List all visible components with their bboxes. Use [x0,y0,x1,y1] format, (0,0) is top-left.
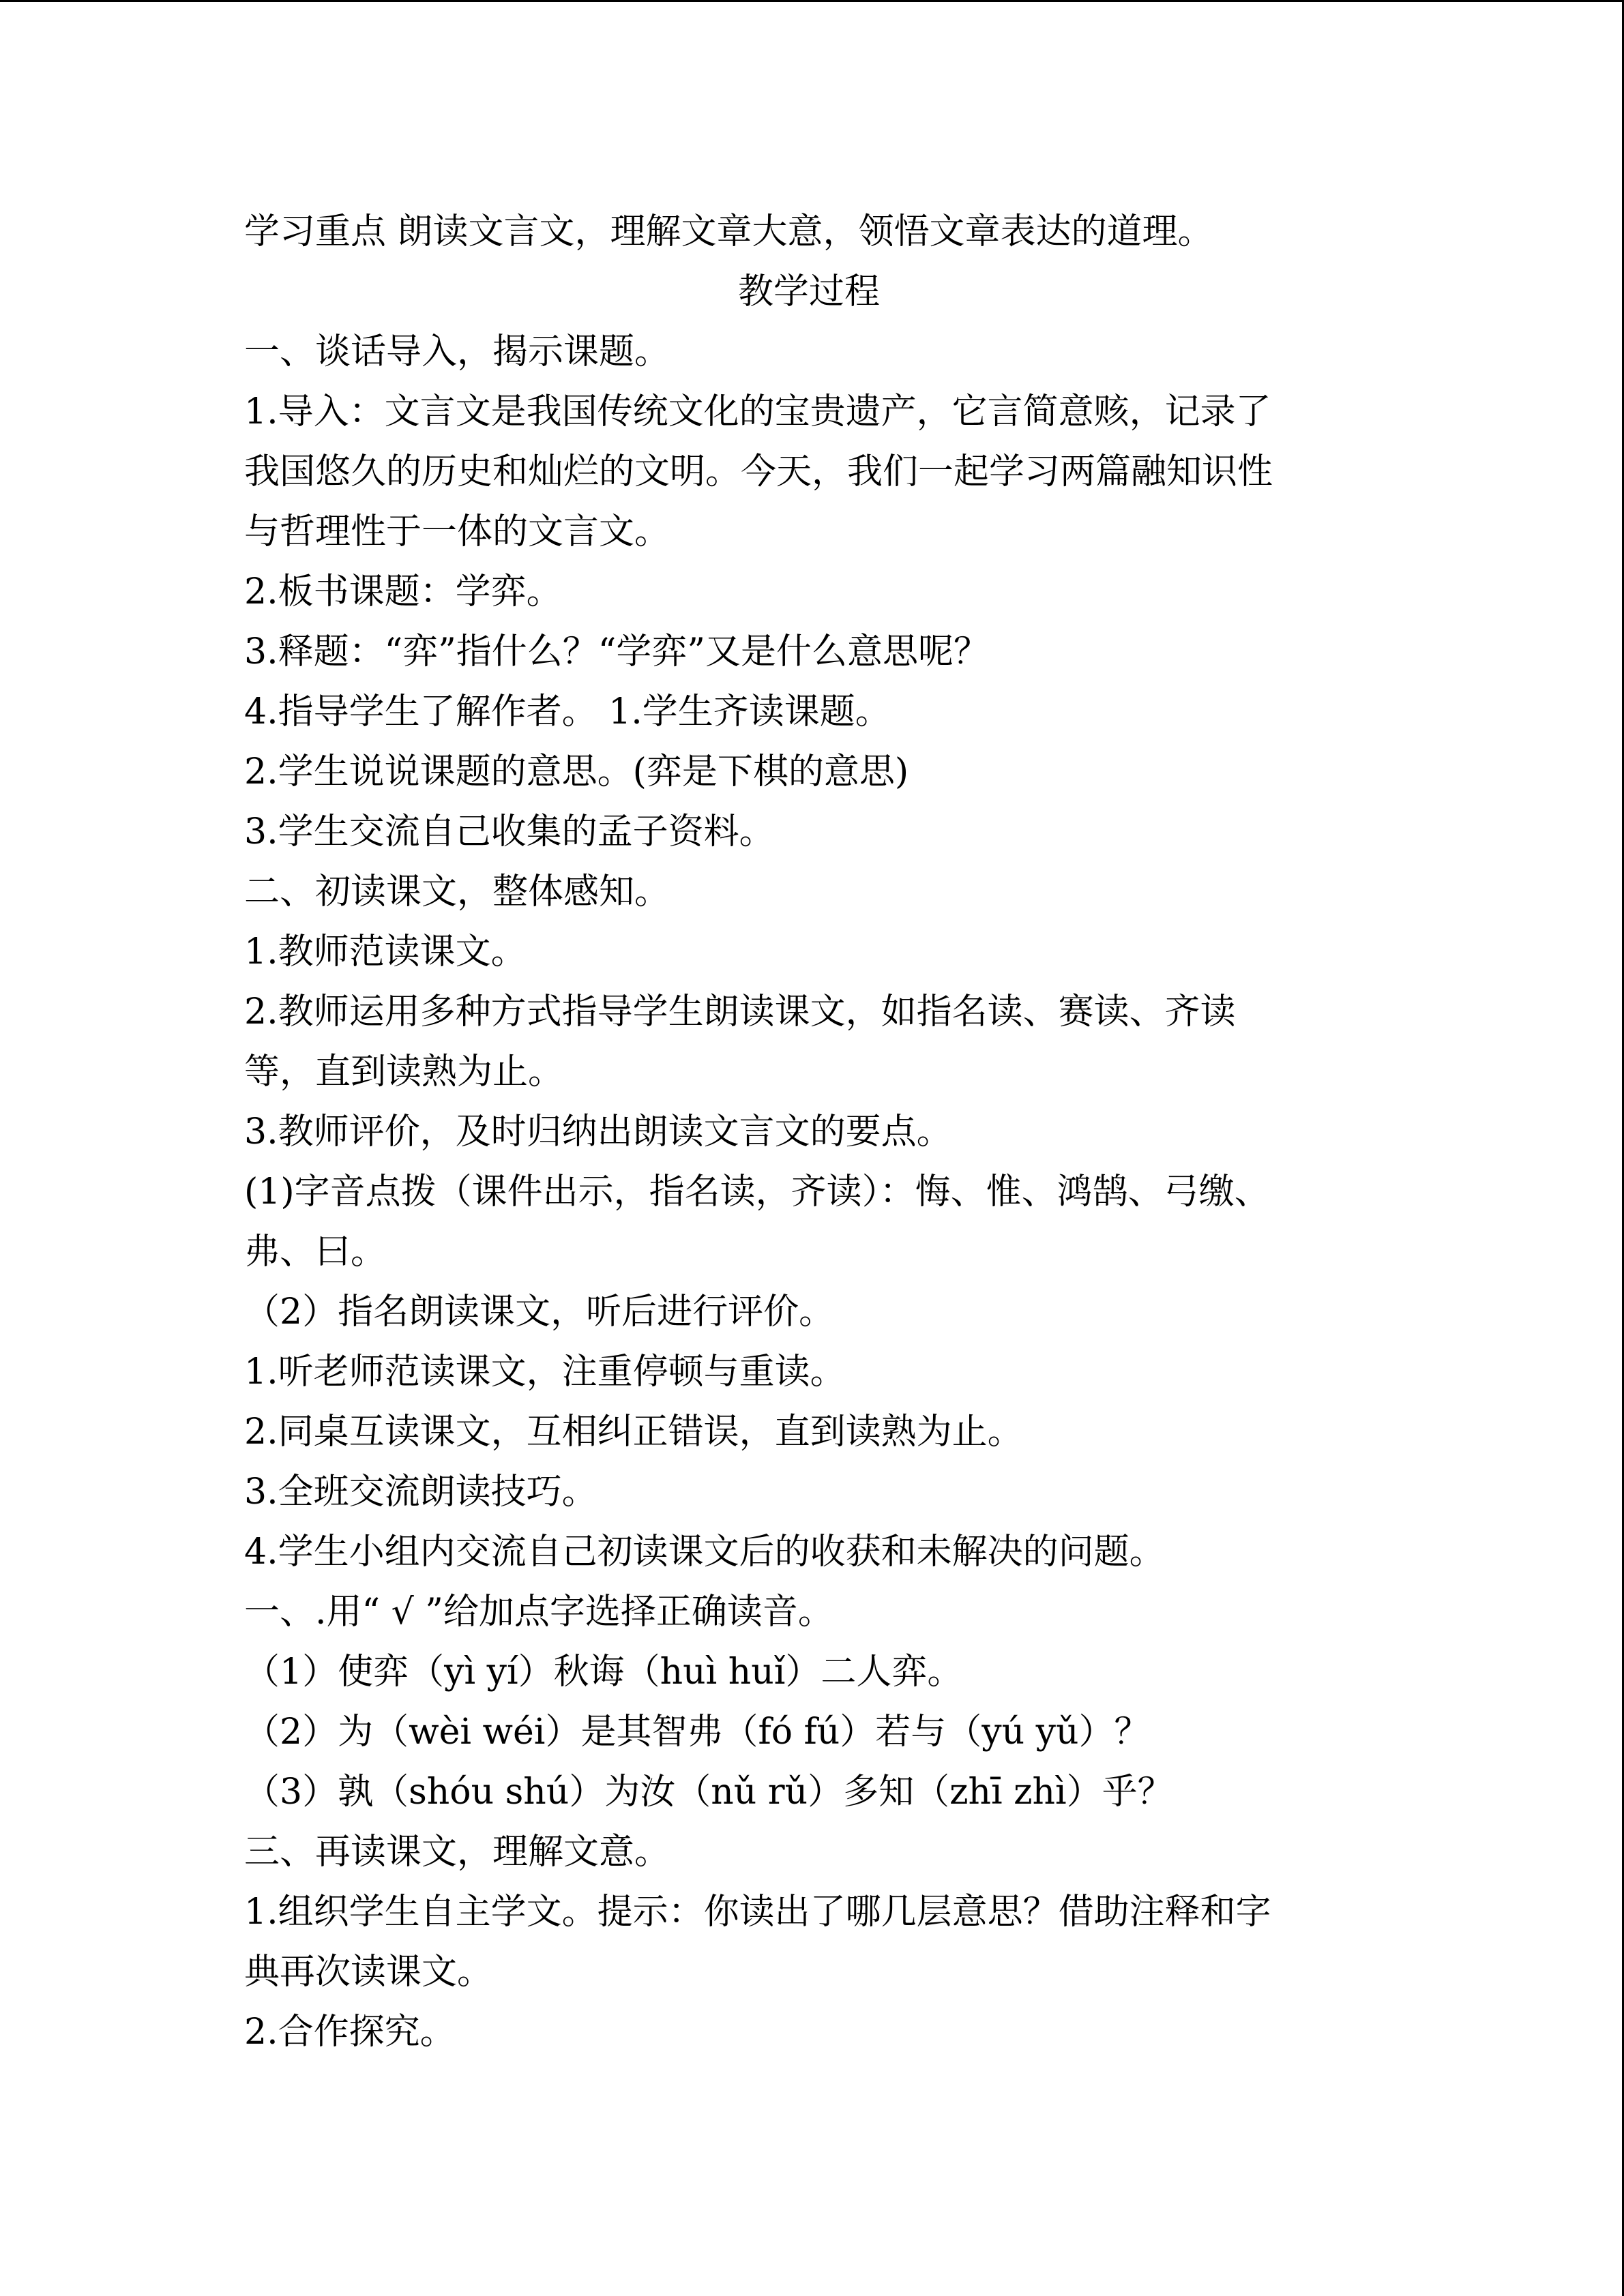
text-line: 1.听老师范读课文，注重停顿与重读。 [244,1352,846,1392]
text-line: （2）指名朗读课文，听后进行评价。 [244,1292,835,1332]
text-line: 2.同桌互读课文，互相纠正错误，直到读熟为止。 [244,1412,1023,1452]
exercise-item: （3）孰（shóu shú）为汝（nǔ rǔ）多知（zhī zhì）乎？ [244,1772,1173,1813]
text-line: 3.学生交流自己收集的孟子资料。 [244,811,775,852]
document-body [244,202,1370,2062]
text-line: 1.组织学生自主学文。提示：你读出了哪几层意思？借助注释和字 [244,1892,1271,1933]
text-line: 3.教师评价，及时归纳出朗读文言文的要点。 [244,1112,952,1152]
heading-rereading: 三、再读课文，理解文意。 [244,1832,670,1873]
text-line: 2.教师运用多种方式指导学生朗读课文，如指名读、赛读、齐读 [244,992,1236,1032]
text-line: 3.释题：“弈”指什么？“学弈”又是什么意思呢？ [244,631,989,672]
text-line: 2.板书课题：学弈。 [244,571,562,612]
section-title: 教学过程 [737,271,880,312]
text-line: (1)字音点拨（课件出示，指名读，齐读）：悔、惟、鸿鹄、弓缴、 [244,1172,1270,1212]
text-line: 与哲理性于一体的文言文。 [244,511,670,552]
text-line: 3.全班交流朗读技巧。 [244,1472,597,1512]
key-points-line: 学习重点 朗读文言文，理解文章大意，领悟文章表达的道理。 [244,211,1213,252]
exercise-item: （2）为（wèi wéi）是其智弗（fó fú）若与（yú yǔ）？ [244,1712,1150,1753]
exercise-heading: 一、.用“ √ ”给加点字选择正确读音。 [244,1592,833,1632]
text-line: 2.合作探究。 [244,2012,456,2053]
page-top-border [0,0,1624,2]
heading-first-reading: 二、初读课文，整体感知。 [244,871,670,912]
text-line: 1.教师范读课文。 [244,931,527,972]
text-line: 典再次读课文。 [244,1952,493,1993]
text-line: 2.学生说说课题的意思。(弈是下棋的意思) [244,751,909,792]
heading-intro: 一、谈话导入，揭示课题。 [244,331,670,372]
text-line: 弗、曰。 [244,1232,387,1272]
exercise-item: （1）使弈（yì yí）秋诲（huì huǐ）二人弈。 [244,1652,963,1693]
text-line: 我国悠久的历史和灿烂的文明。今天，我们一起学习两篇融知识性 [244,451,1273,492]
text-line: 1.导入：文言文是我国传统文化的宝贵遗产，它言简意赅，记录了 [244,391,1271,432]
text-line: 等，直到读熟为止。 [244,1052,564,1092]
text-line: 4.学生小组内交流自己初读课文后的收获和未解决的问题。 [244,1532,1165,1572]
text-line: 4.指导学生了解作者。 1.学生齐读课题。 [244,691,891,732]
